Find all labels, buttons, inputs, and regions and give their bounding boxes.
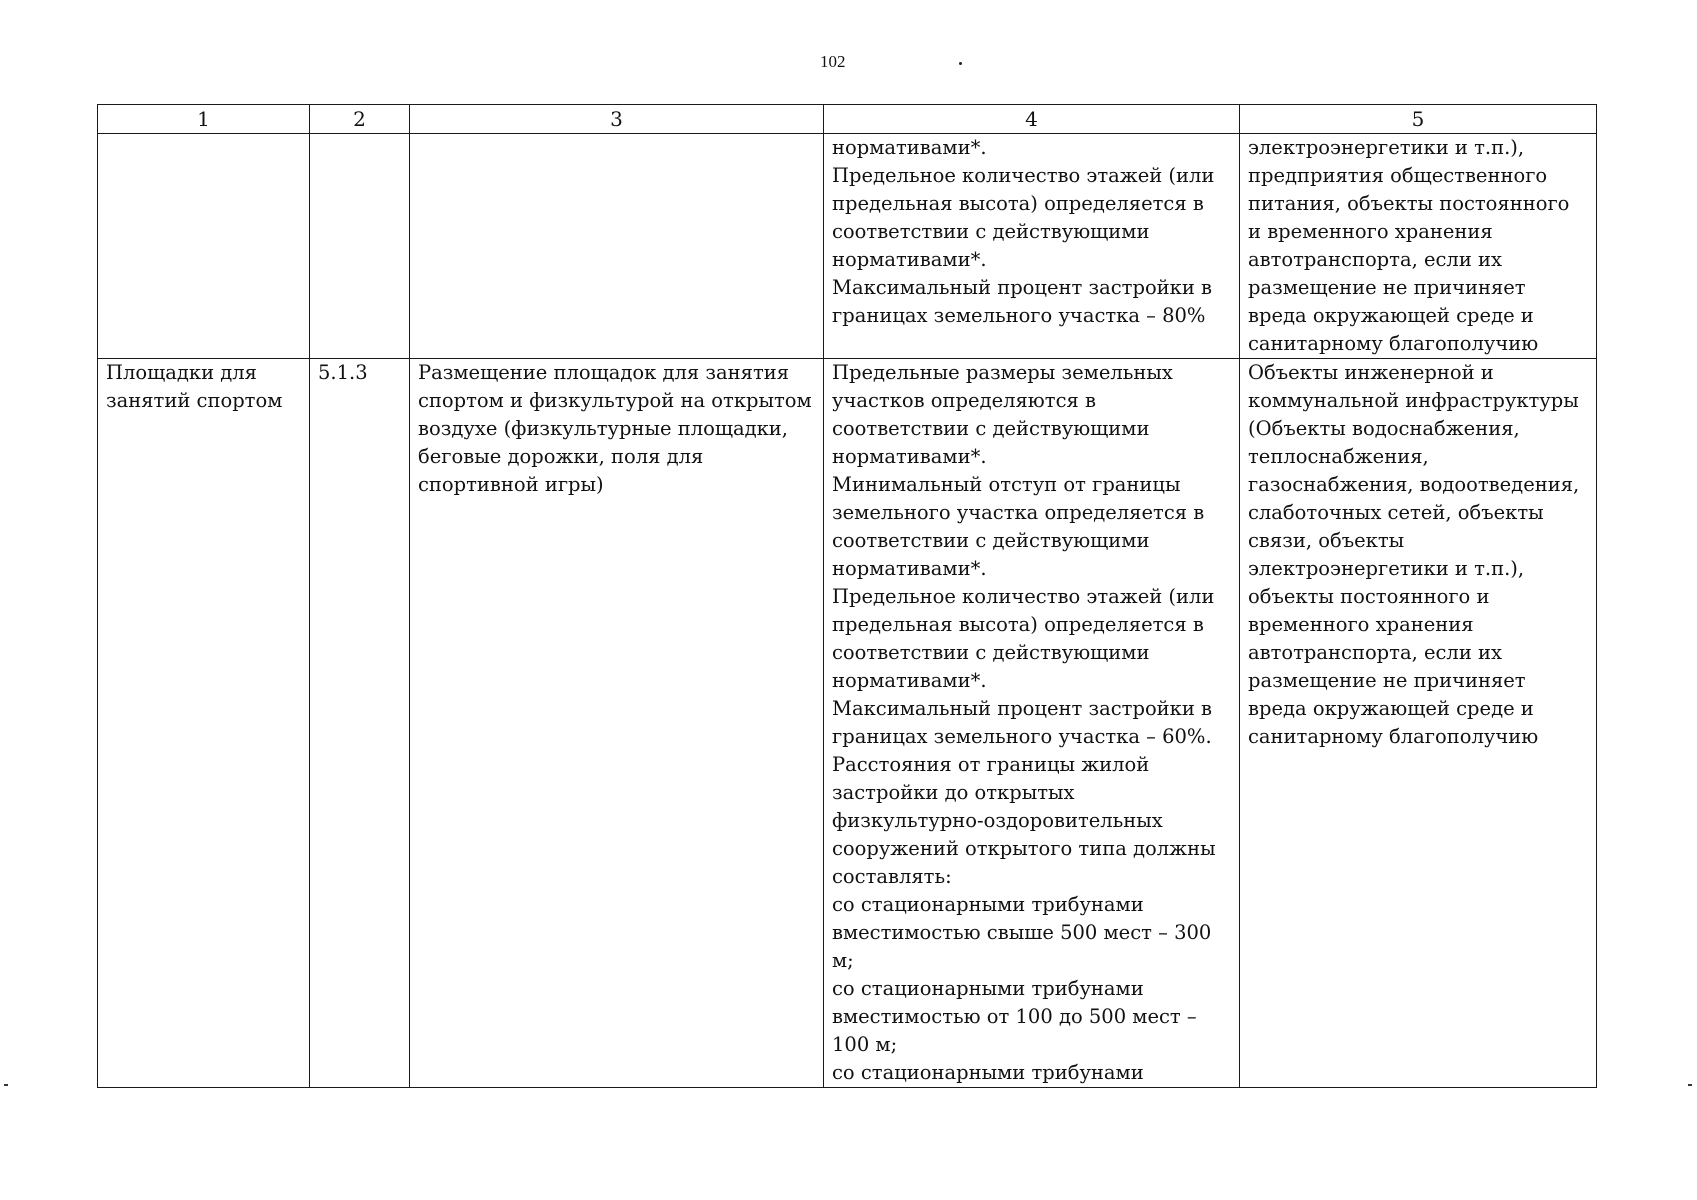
scan-edge-mark-left: [4, 1084, 8, 1086]
regulations-table: [97, 104, 1597, 1088]
column-header-5: 5: [1240, 105, 1597, 134]
column-header-1: 1: [98, 105, 310, 134]
table-cell-description: Размещение площадок для занятия спортом и физкультурой на открытом воздухе (физкультурные площадки, беговые дорожки, поля для спортивной игры): [410, 359, 824, 1088]
table-cell-use-name: Площадки для занятий спортом: [98, 359, 310, 1088]
column-header-3: 3: [410, 105, 824, 134]
table-cell-parameters: Предельные размеры земельных участков определяются в соответствии с действующими нормативами*. Минимальный отступ от границы земельного участка определяется в соответствии с действующими нормативами*. Предельное количество этажей (или предельная высота) определяется в соответствии с действующими нормативами*. Максимальный процент застройки в границах земельного участка – 60%. Расстояния от границы жилой застройки до открытых физкультурно-оздоровительных сооружений открытого типа должны составлять: со стационарными трибунами вместимостью свыше 500 мест – 300 м; со стационарными трибунами вместимостью от 100 до 500 мест – 100 м; со стационарными трибунами: [824, 359, 1240, 1088]
table-header-row: [98, 105, 1597, 134]
scan-edge-mark-right: [1688, 1084, 1692, 1086]
scan-speck: [959, 62, 962, 65]
column-header-4: 4: [824, 105, 1240, 134]
table-row-sports-grounds: [98, 359, 1597, 1088]
table-cell-use-name: [98, 134, 310, 359]
table-cell-code: [310, 134, 410, 359]
page-number: 102: [820, 52, 846, 71]
table-cell-parameters: нормативами*. Предельное количество этажей (или предельная высота) определяется в соответствии с действующими нормативами*. Максимальный процент застройки в границах земельного участка – 80%: [824, 134, 1240, 359]
table-cell-auxiliary-uses: Объекты инженерной и коммунальной инфраструктуры (Объекты водоснабжения, теплоснабжения, газоснабжения, водоотведения, слаботочных сетей, объекты связи, объекты электроэнергетики и т.п.), объекты постоянного и временного хранения автотранспорта, если их размещение не причиняет вреда окружающей среде и санитарному благополучию: [1240, 359, 1597, 1088]
column-header-2: 2: [310, 105, 410, 134]
table-cell-code: 5.1.3: [310, 359, 410, 1088]
table-row-continuation: [98, 134, 1597, 359]
table-cell-auxiliary-uses: электроэнергетики и т.п.), предприятия общественного питания, объекты постоянного и временного хранения автотранспорта, если их размещение не причиняет вреда окружающей среде и санитарному благополучию: [1240, 134, 1597, 359]
table-cell-description: [410, 134, 824, 359]
